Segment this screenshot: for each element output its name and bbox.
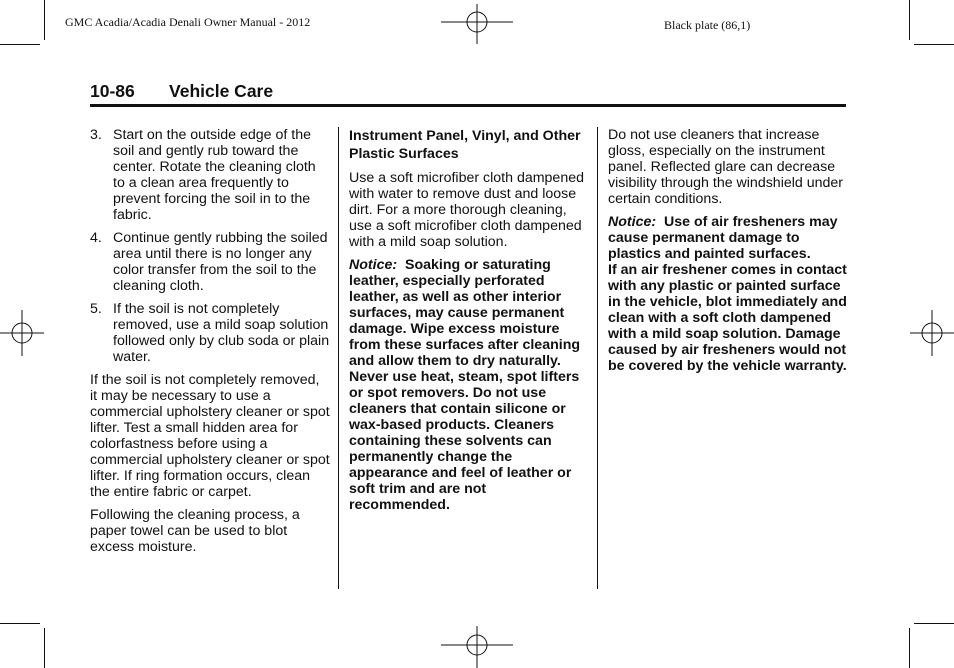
notice-text: Soaking or saturating leather, especially perforated leather, as well as other interior surfaces, may cause permanent damage. Wipe excess moisture from these surfaces after cleaning and allow them to dry naturally. Never use heat, steam, spot lifters or spot removers. Do not use cleaners that contain silicone or wax-based products. Cleaners containing these solvents can permanently change the appearance and feel of leather or soft trim and are not recommended. bbox=[349, 257, 581, 513]
registration-mark-bottom-icon bbox=[441, 626, 513, 668]
notice-label: Notice: bbox=[349, 257, 398, 273]
crop-mark-bottom-left-vertical bbox=[44, 628, 45, 668]
paragraph: If the soil is not completely removed, it may be necessary to use a commercial upholstery cleaner or spot lifter. Test a small hidden area for colorfastness before using a commercial upholstery cleaner or spot lifter. If ring formation occurs, clean the entire fabric or carpet. bbox=[90, 372, 330, 500]
list-item-number: 3. bbox=[90, 127, 102, 143]
list-item bbox=[90, 127, 330, 223]
crop-mark-top-right-vertical bbox=[909, 0, 910, 40]
column-3 bbox=[608, 127, 850, 381]
crop-mark-bottom-right-vertical bbox=[909, 628, 910, 668]
registration-mark-left-icon bbox=[0, 310, 44, 356]
page-number: 10-86 bbox=[90, 81, 135, 101]
registration-mark-top-icon bbox=[441, 4, 513, 44]
column-divider bbox=[597, 127, 598, 589]
subsection-heading: Instrument Panel, Vinyl, and Other Plastic Surfaces bbox=[349, 128, 581, 162]
notice-paragraph bbox=[349, 257, 589, 513]
cleaning-steps-list bbox=[90, 127, 330, 365]
list-item-text: If the soil is not completely removed, use a mild soap solution followed only by club soda or plain water. bbox=[113, 301, 330, 365]
list-item-number: 4. bbox=[90, 230, 102, 246]
crop-mark-top-left-horizontal bbox=[0, 44, 40, 45]
list-item bbox=[90, 301, 330, 365]
list-item bbox=[90, 230, 330, 294]
manual-title: GMC Acadia/Acadia Denali Owner Manual - 2012 bbox=[65, 15, 311, 29]
paragraph: Do not use cleaners that increase gloss, especially on the instrument panel. Reflected glare can decrease visibility through the windshield under certain conditions. bbox=[608, 127, 844, 207]
section-title-bar bbox=[90, 82, 846, 107]
column-2 bbox=[349, 127, 589, 520]
crop-mark-top-right-horizontal bbox=[914, 44, 954, 45]
crop-mark-bottom-right-horizontal bbox=[914, 623, 954, 624]
crop-mark-top-left-vertical bbox=[44, 0, 45, 40]
list-item-text: Continue gently rubbing the soiled area until there is no longer any color transfer from the soil to the cleaning cloth. bbox=[113, 230, 328, 294]
paragraph: Use a soft microfiber cloth dampened with water to remove dust and loose dirt. For a more thorough cleaning, use a soft microfiber cloth dampened with a mild soap solution. bbox=[349, 170, 584, 250]
paragraph: Following the cleaning process, a paper towel can be used to blot excess moisture. bbox=[90, 507, 300, 555]
list-item-number: 5. bbox=[90, 301, 102, 317]
registration-mark-right-icon bbox=[910, 310, 954, 356]
list-item-text: Start on the outside edge of the soil and gently rub toward the center. Rotate the cleaning cloth to a clean area frequently to prevent forcing the soil in to the fabric. bbox=[113, 127, 316, 223]
notice-label: Notice: bbox=[608, 214, 657, 230]
section-title: Vehicle Care bbox=[169, 81, 274, 101]
crop-mark-bottom-left-horizontal bbox=[0, 623, 40, 624]
plate-label: Black plate (86,1) bbox=[664, 18, 751, 32]
notice-text: Use of air fresheners may cause permanent damage to plastics and painted surfaces. bbox=[608, 214, 838, 262]
notice-paragraph bbox=[608, 214, 850, 262]
column-divider bbox=[338, 127, 339, 589]
notice-text-continued: If an air freshener comes in contact with any plastic or painted surface in the vehicle, blot immediately and clean with a soft cloth dampened with a mild soap solution. Damage caused by air fresheners would not be covered by the vehicle warranty. bbox=[608, 262, 847, 374]
column-1 bbox=[90, 127, 330, 562]
